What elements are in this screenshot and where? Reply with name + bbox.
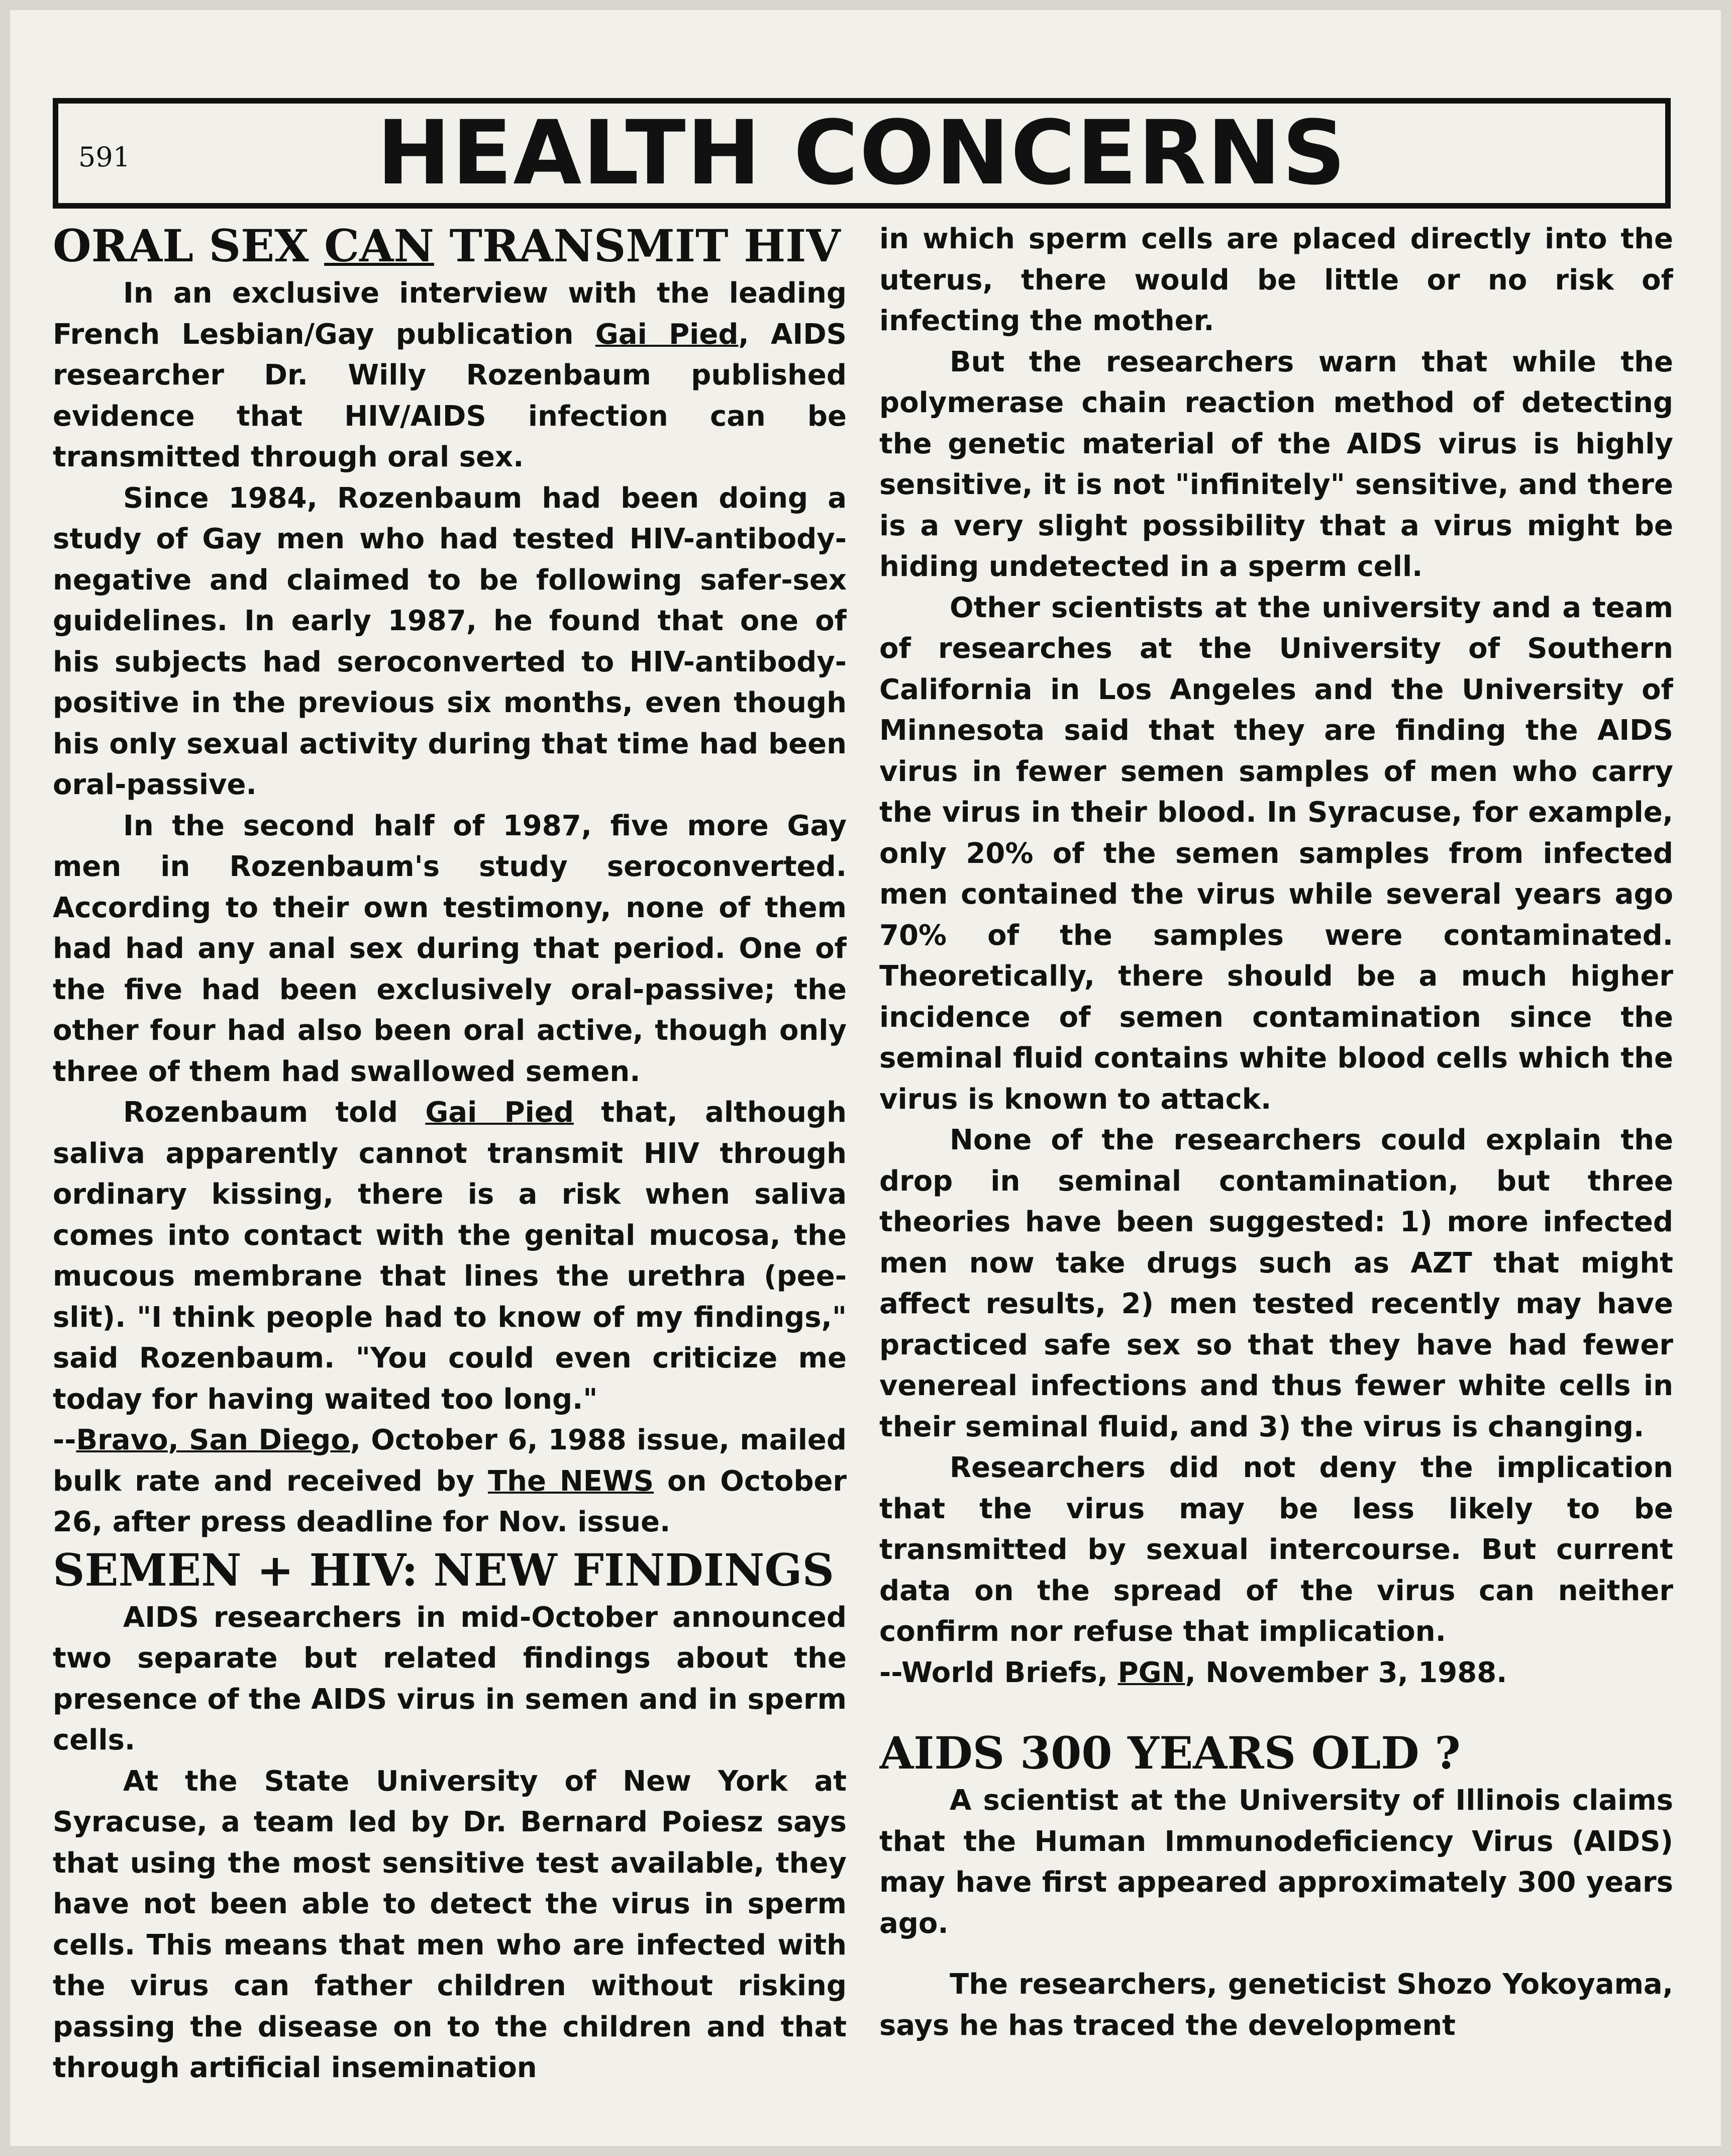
page-number: 591 (78, 141, 131, 173)
publication-name: Gai Pied (595, 318, 739, 351)
article-semen-hiv-paragraph: At the State University of New York at Syracuse, a team led by Dr. Bernard Poiesz says that using the most sensitive test available, they have not been able to detect the virus in sperm cells. This means that men who are infected with the virus can father children without risking passing the disease on to the children and that through artificial insemination (53, 1765, 847, 2084)
spacer (879, 1944, 1673, 1964)
article-oral-sex-paragraph: In the second half of 1987, five more Gay men in Rozenbaum's study seroconverted. According to their own testimony, none of them had had any anal sex during that period. One of the five had been exclusively oral-passive; the other four had also been oral active, though only three of them had swallowed semen. (53, 809, 847, 1088)
section-title: HEALTH CONCERNS (376, 102, 1347, 205)
spacer (879, 1693, 1673, 1726)
page-header (53, 98, 1671, 209)
article-semen-hiv-paragraph: Other scientists at the university and a team of researches at the University of Southern California in Los Angeles and the University of Minnesota said that they are finding the AIDS virus in fewer semen samples of men who carry the virus in their blood. In Syracuse, for example, only 20% of the semen samples from infected men contained the virus while several years ago 70% of the samples were contaminated. Theoretically, there should be a much higher incidence of semen contamination since the seminal fluid contains white blood cells which the virus is known to attack. (879, 591, 1673, 1116)
right-column (879, 219, 1673, 2118)
article-semen-hiv-paragraph-continued: in which sperm cells are placed directly into the uterus, there would be little or no risk of infecting the mother. (879, 223, 1673, 337)
article-semen-hiv-paragraph: AIDS researchers in mid-October announced two separate but related findings about the presence of the AIDS virus in semen and in sperm cells. (53, 1601, 847, 1756)
article-semen-hiv-paragraph: But the researchers warn that while the polymerase chain reaction method of detecting the genetic material of the AIDS virus is highly sensitive, it is not "infinitely" sensitive, and there is a very slight possibility that a virus might be hiding undetected in a sperm cell. (879, 345, 1673, 583)
article-oral-sex-paragraph: Since 1984, Rozenbaum had been doing a study of Gay men who had tested HIV-antibody-negative and claimed to be following safer-sex guidelines. In early 1987, he found that one of his subjects had seroconverted to HIV-antibody-positive in the previous six months, even though his only sexual activity during that time had been oral-passive. (53, 481, 847, 801)
article-semen-hiv-source: --World Briefs, PGN, November 3, 1988. (879, 1656, 1507, 1689)
article-semen-hiv-paragraph: Researchers did not deny the implication that the virus may be less likely to be transmitted by sexual intercourse. But current data on the spread of the virus can neither confirm nor refuse that implication. (879, 1451, 1673, 1648)
newsletter-page (10, 10, 1721, 2146)
article-oral-sex-paragraph: Rozenbaum told Gai Pied that, although saliva apparently cannot transmit HIV through ordinary kissing, there is a risk when saliva comes into contact with the genital mucosa, the mucous membrane that lines the urethra (pee-slit). "I think people had to know of my findings," said Rozenbaum. "You could even criticize me today for having waited too long." (53, 1096, 847, 1416)
article-oral-sex-source: --Bravo, San Diego, October 6, 1988 issue, mailed bulk rate and received by The NEWS on October 26, after press deadline for Nov. issue. (53, 1424, 847, 1538)
left-column (53, 219, 847, 2118)
publication-name: Bravo, San Diego (76, 1424, 350, 1456)
publication-name: PGN (1117, 1656, 1185, 1689)
article-oral-sex-headline: ORAL SEX CAN TRANSMIT HIV (53, 220, 841, 272)
article-aids-300-paragraph: A scientist at the University of Illinois claims that the Human Immunodeficiency Virus (AIDS) may have first appeared approximately 300 years ago. (879, 1784, 1673, 1940)
publication-name: The NEWS (487, 1464, 654, 1498)
article-semen-hiv-paragraph: None of the researchers could explain the drop in seminal contamination, but three theories have been suggested: 1) more infected men now take drugs such as AZT that might affect results, 2) men tested recently may have practiced safe sex so that they have had fewer venereal infections and thus fewer white cells in their seminal fluid, and 3) the virus is changing. (879, 1124, 1673, 1443)
article-aids-300-paragraph: The researchers, geneticist Shozo Yokoyama, says he has traced the development (879, 1968, 1673, 2042)
publication-name: Gai Pied (425, 1096, 574, 1129)
article-semen-hiv-headline: SEMEN + HIV: NEW FINDINGS (53, 1543, 835, 1596)
article-aids-300-headline: AIDS 300 YEARS OLD ? (879, 1727, 1461, 1779)
article-oral-sex-paragraph: In an exclusive interview with the leading French Lesbian/Gay publication Gai Pied, AIDS researcher Dr. Willy Rozenbaum published evidence that HIV/AIDS infection can be transmitted through oral sex. (53, 277, 847, 473)
